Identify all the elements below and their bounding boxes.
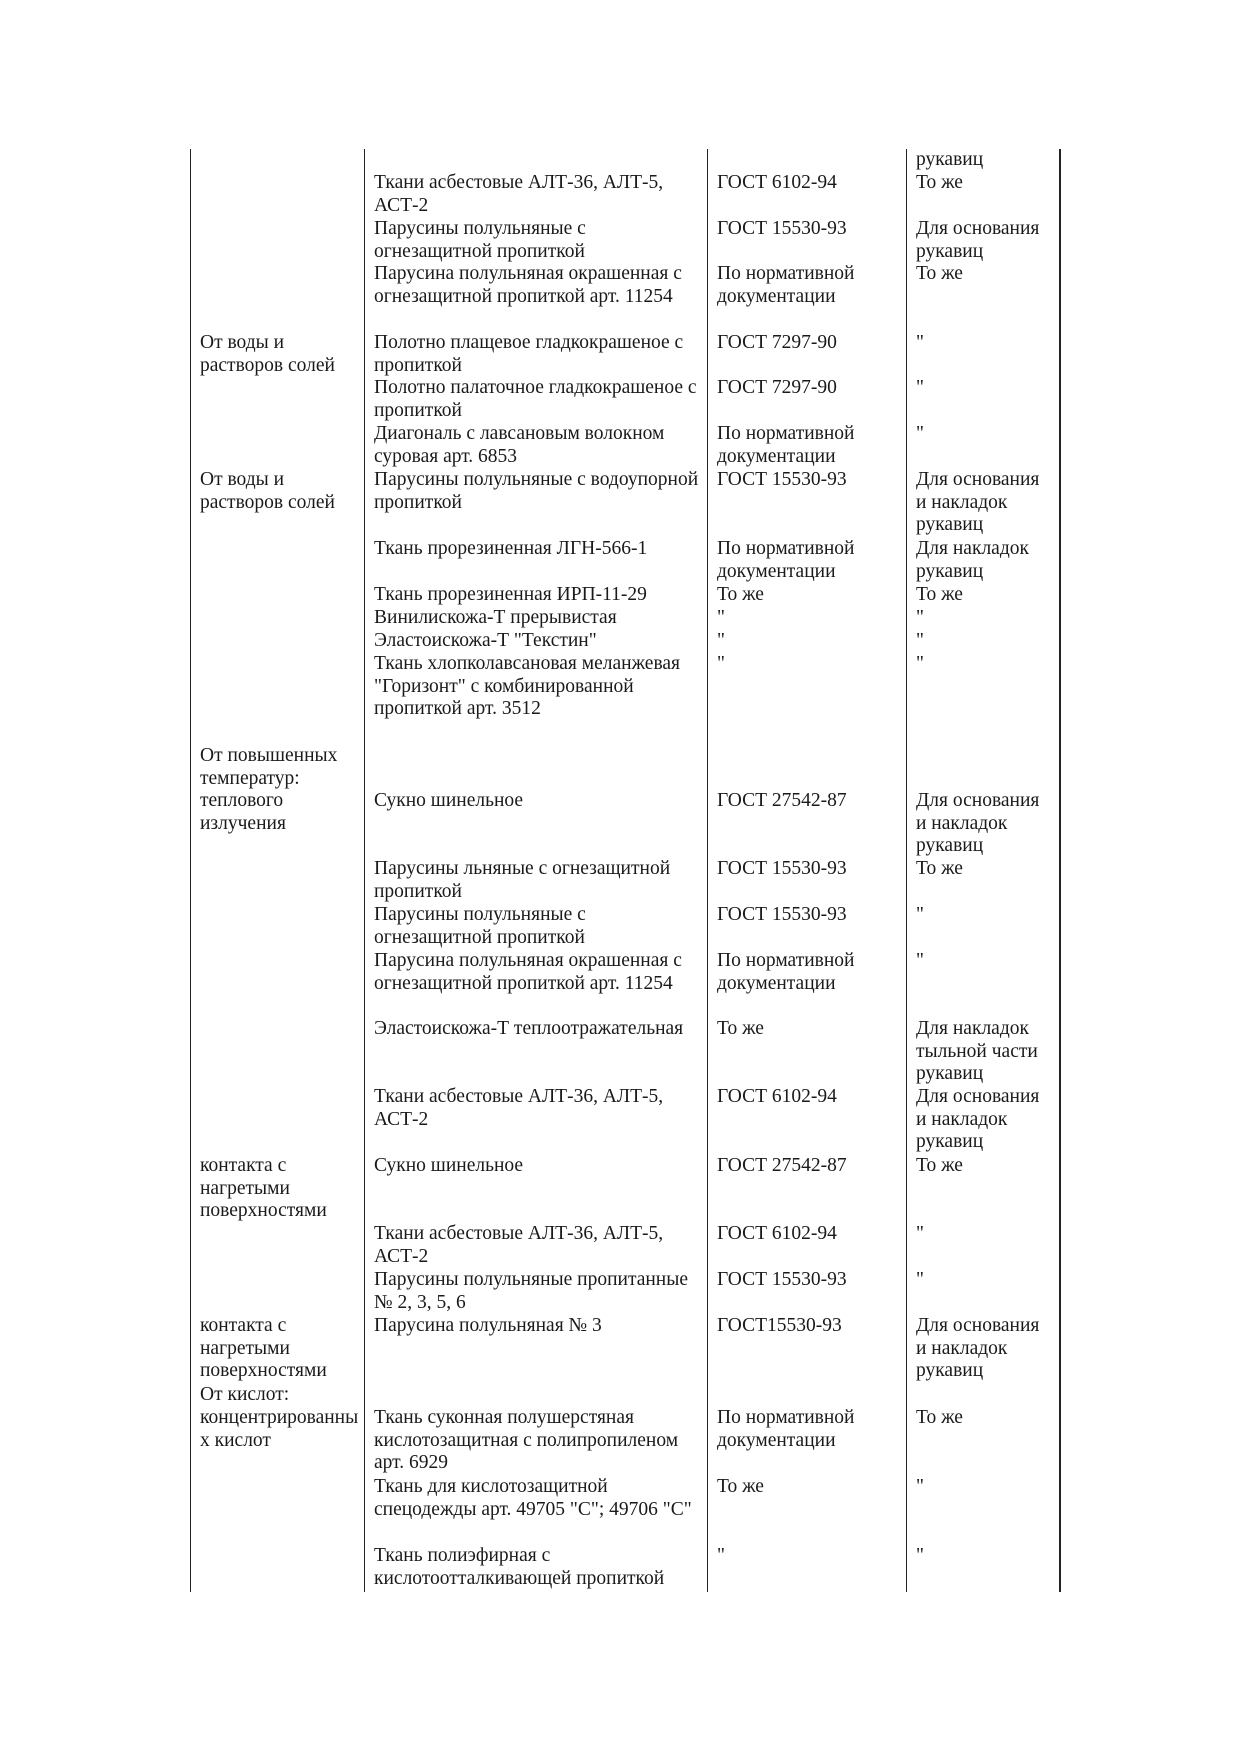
cell-material: Полотно плащевое гладкокрашеное с пропиткой <box>374 332 684 376</box>
table-border-right <box>1059 149 1061 1592</box>
cell-standard: ГОСТ 27542-87 <box>717 1155 847 1176</box>
cell-protection: концентрированных кислот <box>200 1407 359 1451</box>
cell-note: То же <box>916 1155 963 1176</box>
cell-protection: От воды и растворов солей <box>200 469 335 513</box>
cell-material: Ткани асбестовые АЛТ-36, АЛТ-5, АСТ-2 <box>374 1223 664 1267</box>
cell-standard: То же <box>717 1018 764 1039</box>
cell-standard: " <box>717 653 725 674</box>
cell-material: Парусина полульняная окрашенная с огнезащитной пропиткой арт. 11254 <box>374 950 682 994</box>
cell-material: Эластоискожа-Т "Текстин" <box>374 630 597 651</box>
cell-note: " <box>916 377 924 398</box>
cell-standard: ГОСТ 15530-93 <box>717 858 847 879</box>
cell-protection: контакта с нагретыми поверхностями <box>200 1315 327 1382</box>
cell-note: " <box>916 1269 924 1290</box>
cell-standard: То же <box>717 584 764 605</box>
cell-material: Ткань хлопколавсановая меланжевая "Горизонт" с комбинированной пропиткой арт. 3512 <box>374 653 681 720</box>
cell-standard: ГОСТ 15530-93 <box>717 469 847 490</box>
cell-protection: От повышенных температур: <box>200 745 338 789</box>
cell-note: Для основания и накладок рукавиц <box>916 1086 1040 1153</box>
cell-material: Ткань прорезиненная ЛГН-566-1 <box>374 538 648 559</box>
cell-note: " <box>916 630 924 651</box>
cell-material: Парусины льняные с огнезащитной пропиткой <box>374 858 671 902</box>
cell-standard: ГОСТ 27542-87 <box>717 790 847 811</box>
cell-standard: ГОСТ 7297-90 <box>717 332 837 353</box>
cell-note: Для накладок тыльной части рукавиц <box>916 1018 1038 1085</box>
cell-standard: ГОСТ 7297-90 <box>717 377 837 398</box>
cell-note: Для основания рукавиц <box>916 218 1040 262</box>
cell-note: Для основания и накладок рукавиц <box>916 1315 1040 1382</box>
table-border-col1 <box>364 149 365 1592</box>
cell-material: Диагональ с лавсановым волокном суровая арт. 6853 <box>374 423 665 467</box>
cell-material: Ткань прорезиненная ИРП-11-29 <box>374 584 647 605</box>
cell-material: Парусина полульняная окрашенная с огнезащитной пропиткой арт. 11254 <box>374 263 682 307</box>
cell-standard: То же <box>717 1476 764 1497</box>
cell-note: " <box>916 423 924 444</box>
cell-note: " <box>916 1223 924 1244</box>
cell-note: Для накладок рукавиц <box>916 538 1029 582</box>
cell-standard: ГОСТ 15530-93 <box>717 1269 847 1290</box>
cell-material: Ткань полиэфирная с кислотоотталкивающей пропиткой <box>374 1545 665 1589</box>
cell-standard: ГОСТ 6102-94 <box>717 1223 837 1244</box>
cell-standard: ГОСТ 15530-93 <box>717 218 847 239</box>
cell-note: То же <box>916 172 963 193</box>
cell-material: Парусины полульняные с огнезащитной пропиткой <box>374 218 586 262</box>
table-border-col2 <box>707 149 708 1592</box>
cell-material: Ткани асбестовые АЛТ-36, АЛТ-5, АСТ-2 <box>374 1086 664 1130</box>
cell-standard: ГОСТ 6102-94 <box>717 172 837 193</box>
cell-material: Сукно шинельное <box>374 1155 524 1176</box>
cell-material: Эластоискожа-Т теплоотражательная <box>374 1018 684 1039</box>
cell-protection: теплового излучения <box>200 790 286 834</box>
cell-standard: " <box>717 607 725 628</box>
cell-material: Сукно шинельное <box>374 790 524 811</box>
cell-material: Парусины полульняные пропитанные № 2, 3, 5, 6 <box>374 1269 688 1313</box>
cell-note: " <box>916 904 924 925</box>
cell-material: Ткань суконная полушерстяная кислотозащитная с полипропиленом арт. 6929 <box>374 1407 679 1474</box>
cell-material: Ткани асбестовые АЛТ-36, АЛТ-5, АСТ-2 <box>374 172 664 216</box>
cell-material: Парусины полульняные с огнезащитной пропиткой <box>374 904 586 948</box>
cell-standard: По нормативной документации <box>717 950 855 994</box>
cell-material: Винилискожа-Т прерывистая <box>374 607 617 628</box>
cell-material: Парусина полульняная № 3 <box>374 1315 602 1336</box>
cell-note: То же <box>916 858 963 879</box>
cell-material: Полотно палаточное гладкокрашеное с пропиткой <box>374 377 697 421</box>
cell-standard: ГОСТ15530-93 <box>717 1315 842 1336</box>
cell-standard: По нормативной документации <box>717 1407 855 1451</box>
cell-note: " <box>916 607 924 628</box>
cell-note: " <box>916 1476 924 1497</box>
cell-note: рукавиц <box>916 149 984 170</box>
cell-standard: По нормативной документации <box>717 423 855 467</box>
cell-note: То же <box>916 1407 963 1428</box>
cell-material: Ткань для кислотозащитной спецодежды арт. 49705 "С"; 49706 "С" <box>374 1476 692 1520</box>
cell-note: " <box>916 653 924 674</box>
cell-note: То же <box>916 263 963 284</box>
cell-note: Для основания и накладок рукавиц <box>916 469 1040 536</box>
cell-standard: По нормативной документации <box>717 538 855 582</box>
cell-protection: От кислот: <box>200 1384 290 1405</box>
table-border-left <box>190 149 191 1592</box>
cell-protection: контакта с нагретыми поверхностями <box>200 1155 327 1222</box>
cell-standard: ГОСТ 15530-93 <box>717 904 847 925</box>
cell-standard: По нормативной документации <box>717 263 855 307</box>
cell-material: Парусины полульняные с водоупорной пропиткой <box>374 469 699 513</box>
cell-note: Для основания и накладок рукавиц <box>916 790 1040 857</box>
cell-note: То же <box>916 584 963 605</box>
cell-note: " <box>916 950 924 971</box>
cell-note: " <box>916 332 924 353</box>
cell-standard: " <box>717 630 725 651</box>
cell-standard: " <box>717 1545 725 1566</box>
cell-note: " <box>916 1545 924 1566</box>
cell-protection: От воды и растворов солей <box>200 332 335 376</box>
cell-standard: ГОСТ 6102-94 <box>717 1086 837 1107</box>
